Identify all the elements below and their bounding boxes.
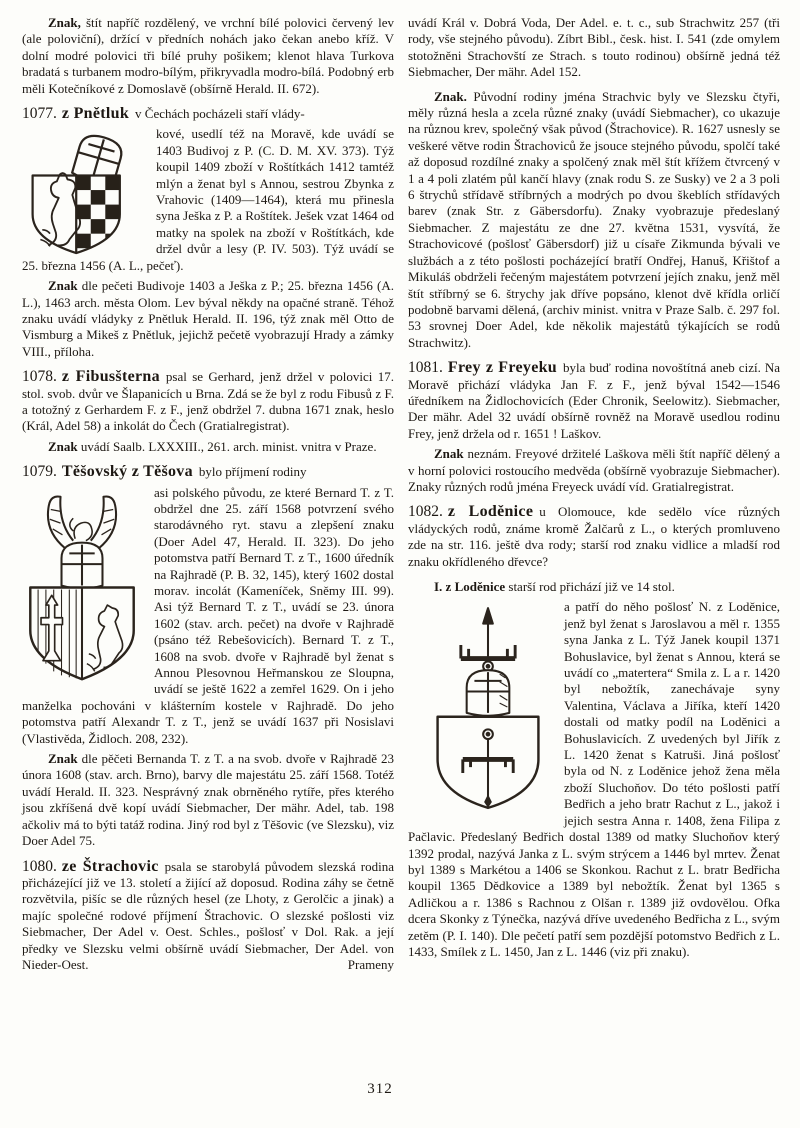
entry-1080-paragraph (22, 859, 394, 974)
entry-1081 (408, 360, 780, 442)
entry-1077-body (22, 126, 394, 274)
left-column (22, 15, 394, 977)
entry-1077 (22, 106, 394, 274)
paragraph-1080-continuation (408, 15, 780, 81)
entry-1080 (22, 859, 394, 974)
entry-1079-heading (22, 464, 394, 480)
entry-1078-paragraph (22, 369, 394, 435)
coat-of-arms-tesov-drawing (22, 488, 142, 688)
paragraph-text: neznám. Freyové držitelé Laškova měli štít napříč dělený a v horní polovici rostoucího medvěda (obšírně vyobrazuje Siebmacher). Znaky různých rodů jména Freyeck uvádí víd. Gratialregistrat. (408, 446, 780, 494)
entry-name: Frey z Freyeku (447, 359, 557, 377)
entry-1082-branch-1 (408, 579, 780, 960)
coat-of-arms-pnetluk-drawing (22, 129, 144, 255)
paragraph-znak-1078 (22, 439, 394, 455)
entry-body-text: u Olomouce, kde sedělo více různých vládyckých rodů, známe kromě Žalčarů z L., o kterých promluveno zde na str. 116. ještě dva rody; starší rod znaku vidlice a mladší rod znaku okřídleného dřevce? (408, 504, 780, 569)
coat-of-arms-lodenice-illustration (424, 602, 552, 814)
page-number: 312 (367, 1081, 393, 1097)
entry-name: z Loděnice (447, 503, 534, 521)
znak-label: Znak. (434, 88, 467, 104)
great-helm-icon (467, 671, 510, 717)
entry-body-text: kové, usedlí též na Moravě, kde uvádí se 1403 Budivoj z P. (C. D. M. XV. 373). Týž koupil 1409 zboží v Roštítkách 1412 tamtéž mlýn a ženat byl s Annou, sestrou Zbynka z Vrahovic (1409—1464), která mu přinesla syna Ješka z P. a Roštítek. Ješek vzat 1464 od matky na spolek na zboží v Roštítkách, kde držel dvůr a lesy (P. IV. 503). Týž uvádí se 25. března 1456 (A. L., pečeť). (22, 126, 394, 273)
entry-heading-text: bylo příjmení rodiny (198, 464, 307, 480)
entry-heading-text: v Čechách pocházeli staří vlády- (135, 106, 305, 122)
entry-number: 1079. (22, 463, 57, 481)
znak-label: Znak (48, 278, 78, 294)
znak-label: Znak (48, 751, 78, 767)
coat-of-arms-pnetluk-illustration (22, 129, 144, 255)
paragraph-text: uvádí Král v. Dobrá Voda, Der Adel. e. t. c., sub Strachwitz 257 (tři rody, vše stejného původu). Zíbrt Bibl., česk. hist. I. 541 (zde omylem stotožněni Strachovští ze Strach. s touto rodinou) obšírně jedná též Siebmacher, Der mähr. Adel 152. (408, 15, 780, 80)
branch-body-text: a patří do něho pošlosť N. z Loděnice, jenž byl ženat s Jaroslavou a měl r. 1355 syna Janka z L. Týž Janek koupil 1371 Bohuslavice, byl ženat s Annou, která se uvádí co „matertera“ Smila z. L a r. 1420 byl nebožtík, zanechávaje syny Valentina, Václava a Jiříka, kteří 1420 dostali od matky podíl na Loděnici a Bohuslavicích. Z uvedených byl Jiřík z L. 1420 ženat s Katruši. Jiná pošlosť byla od N. z Loděnice jehož žena měla zboží Sluchoňov. Do této pošlosti patří Bedřich a jeho bratr Rachut z L., jakož i jejich sestra Anna r. 1408, žena Filipa z Pačlavic. Předeslaný Bedřich dostal 1389 od matky Sluchoňov který 1392 prodal, nazývá Janka z L. svým strýcem a 1446 byl mrtev. Ženat byl 1389 s Markétou a 1406 se Skonkou. Rachut z L. bratr Bedřicha koupil 1365 Dědkovice a 1389 byl nebožtík. Ženat byl 1365 s Adličkou a r. 1386 s Rachnou z Olšan r. 1389 již ovdovělou. Ofka dcera Skonky z Týnečka, nazývá dříve uvedeného Bedřicha z L., svým zetěm (P. I. 140). Dle pečetí patří sem pozdější potomstvo Bedřich z L. 1433, Smílek z L. 1450, Jan z L. 1446 (viz při znaku). (408, 599, 780, 959)
great-helm-icon (62, 542, 103, 588)
entry-number: 1082. (408, 503, 443, 521)
paragraph-znak-1080 (408, 89, 780, 352)
entry-body-text: asi polského původu, ze které Bernard T. z T. obdržel dne 25. září 1568 potvrzení svého starodávného ryt. stavu a zlepšení znaku (Doer Adel 47, Herald. II. 323). Do jeho potomstva patří Bernard T. z T., 1600 úředník na Rajhradě (P. B. 32, 145), který 1602 dostal morav. incolát (Kameníček, Sněmy III. 99). Asi týž Bernard T. z T., uvádí se 23. února 1602 (stav. arch. pečet) na dvoře v Rajhradě (psáno též Rebešovicích). Bernard T. z T., 1608 na svob. dvoře v Rajhradě byl ženat s Annou Plesovnou Heřmanskou ze Sloupna, uvádí se ještě 1622 a zemřel 1629. On i jeho manželka pochováni v klášterním kostele v Rajhradě. Do jeho potomstva patří Alexandr T. z T., jenž se uvádí 1637 při Nosislavi (Vlastivěda, Židloch. 208, 232). (22, 484, 394, 746)
entry-1079-body (22, 485, 394, 748)
entry-number: 1080. (22, 857, 57, 875)
coat-of-arms-tesov-illustration (22, 488, 142, 688)
entry-number: 1077. (22, 105, 57, 123)
znak-label: Znak, (48, 15, 81, 30)
entry-body-text: psala se starobylá původem slezská rodina přicházející již ve 13. století a žijící až doposud. Rodina záhy se četně rozvětvila, pišíc se dle různých hesel (ze Lhoty, z Gerolčic a jinak) a majíc společné rodové příjmení Štrachovic. O slezské pošlosti viz Siebmacher, Der Adel v. Oest. Schles., pošlosť v Dol. Rak. a její předky ve Slezsku velmi obšírně uvádí Siebmacher, Der Adel. von Nieder-Oest. Prameny (22, 858, 395, 972)
entry-1077-heading (22, 106, 394, 122)
entry-name: Těšovský z Těšova (61, 463, 193, 481)
entry-number: 1078. (22, 368, 57, 386)
entry-name: ze Štrachovic (61, 857, 159, 875)
entry-number: 1081. (408, 359, 443, 377)
fork-crest-icon (461, 609, 515, 675)
paragraph-znak-1077 (22, 278, 394, 360)
branch-1-heading (408, 579, 780, 595)
paragraph-text: dle pečeti Budivoje 1403 a Ješka z P.; 25. března 1456 (A. L.), 1463 arch. města Olom. Lev býval někdy na opačné straně. Téhož znaku uvádí vládyky z Pnětluk Herald. II. 196, týž znak měl Otto de Vismburg a Mikeš z Pnětluk, jejichž pečetě vyobrazují Hrady a zámky VIII., příloha. (22, 278, 394, 359)
paragraph-text: dle pěčeti Bernanda T. z T. a na svob. dvoře v Rajhradě 23 února 1608 (stav. arch. Brno), barvy dle majestátu 25. září 1568. Totéž uvádí Herald. II. 323. Nesprávný znak obrněného rytíře, přes kterého jsou zkříšená dvě kopí uvádí Siebmacher, Der mähr. Adel, tab. 198 ačkoliv má to býti tatáž rodina. Jiný rod byl z Těšovic (ve Slezsku), viz Doer Adel 75. (22, 751, 394, 849)
entry-name: z Fibusšterna (61, 368, 160, 386)
right-column (408, 15, 780, 977)
paragraph-text: štít napříč rozdělený, ve vrchní bílé polovici červený lev (ale poloviční), držící v předních nohách jako čekan anebo kříž. V dolní modré polovici tři bílé pruhy pošikem; klenot hlava Turkova bradatá s turbanem modro-bílým, přikryvadla modro-bílá. Podobný erb měli Kotečníkové z Domoslavě (obšírně Herald. II. 672). (22, 15, 394, 96)
entry-1081-paragraph (408, 360, 780, 442)
branch-heading-text: starší rod přichází již ve 14 stol. (505, 579, 675, 594)
entry-body-text: byla buď rodina novoštítná aneb cizí. Na Moravě přichází vládyka Jan F. z F., jenž býval 1542—1546 úředníkem na Židlochovicích (Eder Chronik, Seelowitz). Siebmacher, Der mähr. Adel 32 uvádí obšírně rovněž na Moravě usedlou rodinu Frey, jenž držela od r. 1651 ! Laškov. (408, 360, 781, 441)
branch-1-body (408, 599, 780, 960)
entry-1078 (22, 369, 394, 435)
entry-1082 (408, 504, 780, 570)
squirrel-crest-icon (70, 518, 92, 540)
paragraph-text: Původní rodiny jména Strachvic byly ve Slezsku čtyři, měly různá hesla a zcela různé znaky (uvádí Siebmacher), co ukazuje na různou krev, společný však původ (Štrachovice). R. 1627 usnesly se veškeré větve rodin Štrachoviců že jsouce stejného původu, spolčí také až doposud rozdílné znaky a spolčený znak měl štít křížem čtvrcený v 1 a 4 poli zlatém půl kančí hlavy (znak rodu S. ze Susky) ve 2 a 3 poli 6 štrychů střídavě stříbrných a modrých po dvou škeblích střídavých barev (znak Str. z Gäbersdorfu). Znaky vyobrazuje předeslaný Siebmacher. Z majestátu ze dne 27. května 1531, vysvítá, že Strachovicové (pošlosť Gäbersdorf) již u císaře Zikmunda bývali ve službách a z této pošlosti pocházející bratří Ondřej, Hanuš, Křištof a Mikuláš obdrželi řečeným majestátem potvrzení jejích znaku, jenž měl štít stříbrný se 6. štrychy jak dříve popsáno, klenot dvě křídla orličí podobně barvami dělená, (archiv minist. vnitra v Praze Salb. č. 297 fol. 53 srovnej Doer Adel, kde několik majestátů týkajících se rodů Strachwitz). (408, 88, 780, 350)
branch-label: I. z Loděnice (434, 579, 506, 594)
entry-body-text: psal se Gerhard, jenž držel v polovici 17. stol. svob. dvůr ve Šlapanicích u Brna. Zdá se že byl z rodu Fibusů z F. a totožný z Gerhardem F. z F., jenž obdržel 7. dubna 1671 znak, heslo (Král, Adel 58) a inkolát do Čech (Gratialregistrat). (22, 369, 394, 434)
entry-name: z Pnětluk (61, 105, 130, 123)
paragraph-text: uvádí Saalb. LXXXIII., 261. arch. minist. vnitra v Praze. (77, 438, 377, 454)
coat-of-arms-lodenice-drawing (424, 602, 552, 814)
entry-1082-paragraph (408, 504, 780, 570)
paragraph-znak-1081 (408, 446, 780, 495)
paragraph-znak-1079 (22, 751, 394, 849)
paragraph-znak-intro (22, 15, 394, 97)
znak-label: Znak (434, 446, 464, 462)
entry-1079 (22, 464, 394, 747)
znak-label: Znak (48, 438, 78, 454)
